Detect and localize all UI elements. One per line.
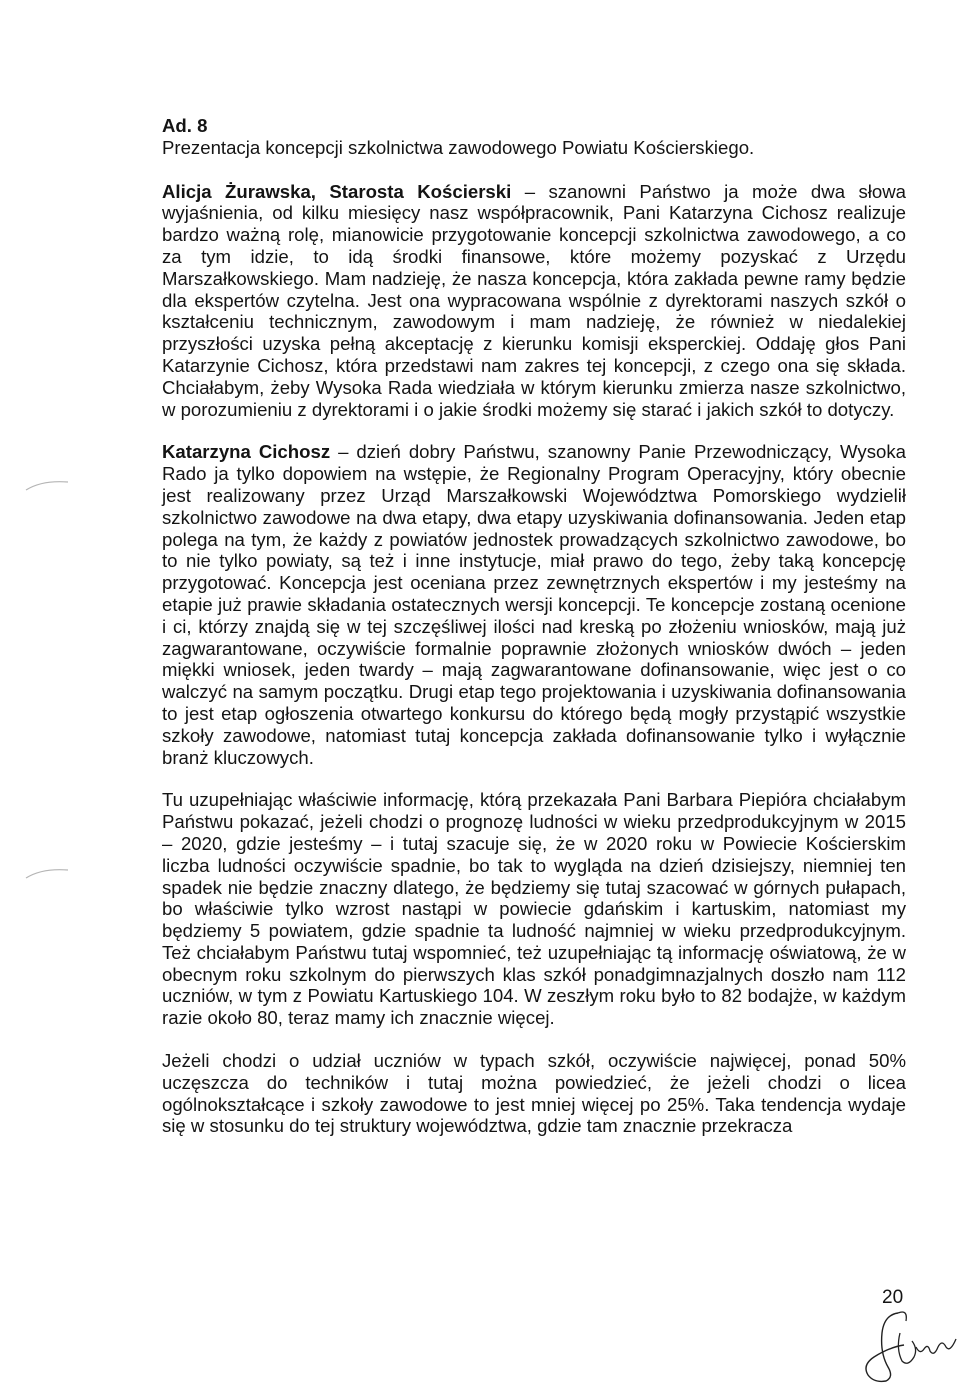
page-number: 20: [882, 1287, 904, 1308]
paragraph-text: Tu uzupełniając właściwie informację, którą przekazała Pani Barbara Piepióra chciałabym Państwu pokazać, jeżeli chodzi o prognozę ludności w wieku przedprodukcyjnym w 2015 – 2020, gdzie jesteśmy – i tutaj szacuje się, że w 2020 roku w Powiecie Kościerskim liczba ludności oczywiście spadnie, bo tak to wygląda na dzień dzisiejszy, niemniej ten spadek nie będzie znaczny dlatego, że będziemy się tutaj szacować w górnych pułapach, bo właściwie tylko wzrost nastąpi w powiecie gdańskim i kartuskim, natomiast my będziemy 5 powiatem, gdzie spadnie ta ludność najmniej w wieku przedprodukcyjnym. Też chciałabym Państwu tutaj wspomnieć, też uzupełniając tą informację oświatową, że w obecnym roku szkolnym do pierwszych klas szkół ponadgimnazjalnych doszło nam 112 uczniów, w tym z Powiatu Kartuskiego 104. W zeszłym roku było to 82 bodajże, w każdym razie około 80, teraz mamy ich znacznie więcej.: [162, 789, 906, 1029]
agenda-title: Prezentacja koncepcji szkolnictwa zawodowego Powiatu Kościerskiego.: [162, 136, 755, 158]
paragraph-forecast: [162, 789, 906, 1029]
speaker-name: Alicja Żurawska, Starosta Kościerski: [162, 180, 512, 202]
paragraph-school-types: [162, 1050, 906, 1137]
paragraph-text: Jeżeli chodzi o udział uczniów w typach szkół, oczywiście najwięcej, ponad 50% uczęszcza do techników i tutaj można powiedzieć, że jeżeli chodzi o licea ogólnokształcące i szkoły zawodowe to jest mniej więcej po 25%. Taka tendencja wydaje się w stosunku do tej struktury województwa, gdzie tam znacznie przekracza: [162, 1050, 906, 1137]
scan-mark-icon: [24, 866, 70, 880]
scan-mark-icon: [24, 478, 70, 492]
document-body: [162, 115, 906, 1137]
handwritten-signature-icon: [838, 1305, 960, 1384]
paragraph-text: – dzień dobry Państwu, szanowny Panie Przewodniczący, Wysoka Rado ja tylko dopowiem na wstępie, że Regionalny Program Operacyjny, który obecnie jest realizowany przez Urząd Marszałkowski Województwa Pomorskiego wydzielił szkolnictwo zawodowe na dwa etapy, dwa etapy uzyskiwania dofinansowania. Jeden etap polega na tym, że każdy z powiatów jednostek prowadzących szkolnictwo zawodowe, bo to nie tylko powiaty, są też i inne instytucje, miał prawo do tego, żeby taką koncepcję przygotować. Koncepcja jest oceniana przez zewnętrznych ekspertów i my jesteśmy na etapie już prawie składania ostatecznych wersji koncepcji. Te koncepcje zostaną ocenione i ci, którzy znajdą się w tej szczęśliwej ilości nad kreską po złożeniu wniosków, mają już zagwarantowane, oczywiście formalnie poprawnie złożonych wniosków dwóch – jeden miękki wniosek, jeden twardy – mają zagwarantowane dofinansowanie, więc jest o co walczyć na samym początku. Drugi etap tego projektowania i uzyskiwania dofinansowania to jest etap ogłoszenia otwartego konkursu do którego będą mogły przystąpić wszystkie szkoły zawodowe, natomiast tutaj koncepcja zakłada dofinansowanie tylko i wyłącznie branż kluczowych.: [162, 441, 906, 768]
speaker-name: Katarzyna Cichosz: [162, 441, 331, 463]
paragraph-starosta: [162, 181, 906, 421]
paragraph-cichosz: [162, 441, 906, 768]
agenda-number: Ad. 8: [162, 115, 208, 136]
agenda-heading: [162, 115, 906, 159]
paragraph-text: – szanowni Państwo ja może dwa słowa wyjaśnienia, od kilku miesięcy nasz współpracownik, Pani Katarzyna Cichosz realizuje bardzo ważną rolę, mianowicie przygotowanie koncepcji szkolnictwa zawodowego, a co za tym idzie, to idą środki finansowe, które możemy pozyskać z Urzędu Marszałkowskiego. Mam nadzieję, że nasza koncepcja, która zakłada pewne ramy będzie dla ekspertów czytelna. Jest ona wypracowana wspólnie z dyrektorami naszych szkół o kształceniu technicznym, zawodowym i mam nadzieję, że również w niedalekiej przyszłości uzyska pełną akceptację z kierunku komisji eksperckiej. Oddaję głos Pani Katarzynie Cichosz, która przedstawi nam zakres tej koncepcji, z czego ona się składa. Chciałabym, żeby Wysoka Rada wiedziała w którym kierunku zmierza nasze szkolnictwo, w porozumieniu z dyrektorami i o jakie środki możemy się starać i jakich szkół to dotyczy.: [162, 180, 906, 420]
